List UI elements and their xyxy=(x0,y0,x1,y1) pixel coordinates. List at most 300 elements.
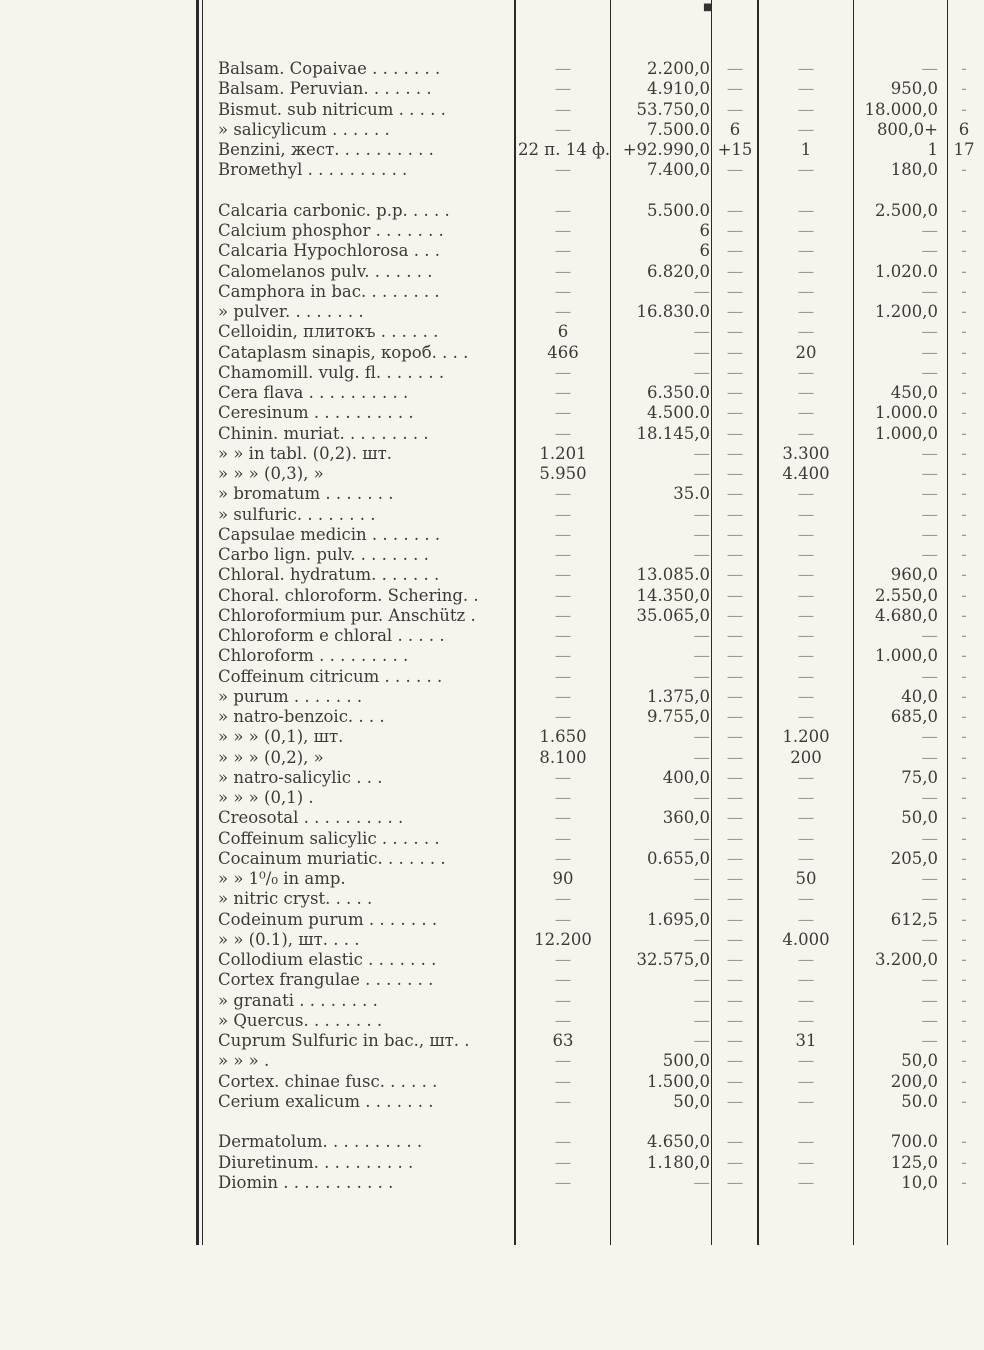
row-name: Cortex frangulae . . . . . . . xyxy=(218,970,434,990)
qty-1: — xyxy=(554,1091,572,1111)
qty-5: — xyxy=(921,241,938,261)
qty-2: — xyxy=(693,524,710,544)
qty-4: 3.300 xyxy=(782,443,830,463)
table-row xyxy=(0,100,971,120)
qty-5: 1 xyxy=(927,140,938,159)
qty-3: — xyxy=(726,848,744,868)
qty-5: — xyxy=(921,362,938,382)
qty-5: 1.200,0 xyxy=(875,302,938,321)
qty-2: 35.065,0 xyxy=(636,605,710,625)
qty-3: — xyxy=(726,1071,744,1091)
qty-1: — xyxy=(554,909,572,929)
qty-3: — xyxy=(726,808,744,828)
qty-5: 950,0 xyxy=(890,79,938,99)
row-name: Diomin . . . . . . . . . . . xyxy=(218,1172,394,1192)
qty-5: 4.680,0 xyxy=(875,605,938,625)
row-name: » » in tabl. (0,2). шт. xyxy=(218,443,392,463)
qty-4: — xyxy=(797,909,815,929)
table-row xyxy=(0,484,971,504)
qty-3: — xyxy=(726,666,744,686)
qty-5: — xyxy=(921,1010,938,1030)
row-name: Cataplasm sinapis, короб. . . . xyxy=(218,342,469,362)
qty-3: — xyxy=(726,423,744,443)
row-name: » granati . . . . . . . . xyxy=(218,990,378,1010)
qty-2: — xyxy=(693,869,710,888)
qty-4: — xyxy=(797,1172,815,1192)
qty-6: - xyxy=(961,504,967,524)
row-name: Chinin. muriat. . . . . . . . . xyxy=(218,423,429,443)
qty-5: — xyxy=(921,828,938,848)
qty-3: — xyxy=(726,747,744,767)
qty-2: 32.575,0 xyxy=(636,950,710,969)
qty-1: — xyxy=(554,79,572,99)
qty-2: 500,0 xyxy=(662,1051,710,1071)
qty-3: — xyxy=(726,524,744,544)
qty-2: — xyxy=(693,626,710,645)
qty-5: 1.000,0 xyxy=(875,646,938,666)
qty-5: — xyxy=(921,524,938,544)
row-name: Calcium phosphor . . . . . . . xyxy=(218,221,444,240)
qty-3: — xyxy=(726,59,744,78)
qty-4: — xyxy=(797,484,815,504)
qty-6: - xyxy=(961,484,967,504)
table-row xyxy=(0,586,971,606)
qty-3: — xyxy=(726,383,744,402)
row-name: Chloral. hydratum. . . . . . . xyxy=(218,565,440,585)
qty-2: 7.400,0 xyxy=(647,160,710,180)
row-name: » pulver. . . . . . . . xyxy=(218,302,364,321)
qty-6: - xyxy=(961,626,967,645)
table-row xyxy=(0,363,971,383)
qty-2: 1.500,0 xyxy=(647,1071,710,1091)
qty-6: - xyxy=(961,302,967,321)
qty-4: — xyxy=(797,200,815,220)
row-name: Chloroform . . . . . . . . . xyxy=(218,646,409,666)
table-row xyxy=(0,970,971,990)
row-name: » » » (0,2), » xyxy=(218,747,324,767)
qty-4: 50 xyxy=(795,869,817,888)
qty-4: — xyxy=(797,990,815,1010)
table-row xyxy=(0,221,971,241)
qty-3: — xyxy=(726,889,744,909)
qty-4: — xyxy=(797,950,815,969)
table-row xyxy=(0,1112,971,1132)
qty-4: — xyxy=(797,605,815,625)
table-row xyxy=(0,424,971,444)
qty-3: — xyxy=(726,1051,744,1071)
qty-5: 125,0 xyxy=(890,1152,938,1172)
qty-1: — xyxy=(554,1010,572,1030)
qty-5: 50,0 xyxy=(901,808,938,828)
qty-5: — xyxy=(921,464,938,483)
qty-5: 3.200,0 xyxy=(875,950,938,969)
qty-5: 1.000.0 xyxy=(875,403,938,423)
qty-4: — xyxy=(797,59,815,78)
qty-2: 35.0 xyxy=(673,484,710,504)
table-row xyxy=(0,1051,971,1071)
qty-6: - xyxy=(961,727,967,747)
qty-1: — xyxy=(554,59,572,78)
qty-6: - xyxy=(961,666,967,686)
qty-6: - xyxy=(961,1091,967,1111)
qty-1: — xyxy=(554,808,572,828)
qty-1: 63 xyxy=(552,1031,574,1050)
qty-2: 18.145,0 xyxy=(636,423,710,443)
qty-2: 53.750,0 xyxy=(636,99,710,119)
qty-1: — xyxy=(554,565,572,585)
row-name: Chamomill. vulg. fl. . . . . . . xyxy=(218,362,445,382)
row-name: Codeinum purum . . . . . . . xyxy=(218,909,438,929)
qty-5: — xyxy=(921,1031,938,1050)
qty-2: 6.350.0 xyxy=(647,383,710,402)
qty-5: — xyxy=(921,727,938,747)
qty-1: — xyxy=(554,1051,572,1071)
qty-3: +15 xyxy=(717,140,753,159)
qty-5: — xyxy=(921,281,938,301)
qty-1: — xyxy=(554,767,572,787)
table-row xyxy=(0,79,971,99)
qty-4: 20 xyxy=(795,342,817,362)
table-row xyxy=(0,1031,971,1051)
row-name: Celloidin, плитокъ . . . . . . xyxy=(218,322,439,342)
qty-5: — xyxy=(921,221,938,240)
qty-1: — xyxy=(554,646,572,666)
qty-6: - xyxy=(961,241,967,261)
qty-6: - xyxy=(961,1031,967,1050)
qty-1: — xyxy=(554,281,572,301)
qty-2: 50,0 xyxy=(673,1091,710,1111)
qty-6: - xyxy=(961,443,967,463)
table-row xyxy=(0,403,971,423)
qty-4: — xyxy=(797,423,815,443)
qty-2: — xyxy=(693,970,710,990)
row-name: Coffeinum salicylic . . . . . . xyxy=(218,828,440,848)
qty-5: 2.500,0 xyxy=(875,200,938,220)
qty-2: — xyxy=(693,788,710,807)
table-row xyxy=(0,464,971,484)
qty-6: - xyxy=(961,747,967,767)
table-row xyxy=(0,545,971,565)
qty-4: — xyxy=(797,828,815,848)
qty-4: — xyxy=(797,119,815,139)
qty-2: — xyxy=(693,1172,710,1192)
qty-3: — xyxy=(726,342,744,362)
qty-1: — xyxy=(554,686,572,706)
qty-2: — xyxy=(693,747,710,767)
qty-2: 4.910,0 xyxy=(647,79,710,99)
qty-3: — xyxy=(726,1152,744,1172)
table-row xyxy=(0,910,971,930)
row-name: Coffeinum citricum . . . . . . xyxy=(218,666,443,686)
qty-4: — xyxy=(797,281,815,301)
row-name: Collodium elastic . . . . . . . xyxy=(218,950,437,969)
qty-1: 8.100 xyxy=(539,747,587,767)
table-row xyxy=(0,444,971,464)
table-row xyxy=(0,160,971,180)
qty-4: — xyxy=(797,79,815,99)
qty-3: — xyxy=(726,545,744,564)
qty-2: — xyxy=(693,646,710,666)
qty-2: — xyxy=(693,990,710,1010)
qty-1: — xyxy=(554,221,572,240)
table-row xyxy=(0,829,971,849)
row-name: Cortex. chinae fusc. . . . . . xyxy=(218,1071,438,1091)
qty-6: - xyxy=(961,788,967,807)
qty-3: — xyxy=(726,707,744,726)
qty-1: 6 xyxy=(557,322,569,342)
row-name: Cuprum Sulfuric in bac., шт. . xyxy=(218,1031,470,1050)
qty-1: 22 п. 14 ф. xyxy=(518,140,611,159)
qty-5: — xyxy=(921,929,938,949)
qty-3: — xyxy=(726,565,744,585)
qty-6: - xyxy=(961,808,967,828)
qty-5: 685,0 xyxy=(890,707,938,726)
qty-6: - xyxy=(961,383,967,402)
qty-3: — xyxy=(726,1091,744,1111)
qty-6: - xyxy=(961,950,967,969)
qty-4: — xyxy=(797,403,815,423)
qty-1: — xyxy=(554,504,572,524)
qty-4: — xyxy=(797,646,815,666)
qty-6: - xyxy=(961,767,967,787)
qty-6: - xyxy=(961,59,967,78)
qty-5: 450,0 xyxy=(890,383,938,402)
qty-6: - xyxy=(961,686,967,706)
qty-3: — xyxy=(726,727,744,747)
row-name: Chloroform e chloral . . . . . xyxy=(218,626,445,645)
table-row xyxy=(0,302,971,322)
qty-2: 360,0 xyxy=(662,808,710,828)
row-name: » » » (0,1), шт. xyxy=(218,727,344,747)
qty-4: — xyxy=(797,970,815,990)
qty-2: — xyxy=(693,666,710,686)
qty-6: - xyxy=(961,342,967,362)
qty-4: — xyxy=(797,889,815,909)
qty-1: 1.650 xyxy=(539,727,587,747)
qty-3: — xyxy=(726,403,744,423)
qty-4: 200 xyxy=(790,747,822,767)
table-row xyxy=(0,525,971,545)
qty-6: - xyxy=(961,1152,967,1172)
qty-4: — xyxy=(797,686,815,706)
table-row xyxy=(0,889,971,909)
qty-2: — xyxy=(693,727,710,747)
table-row xyxy=(0,606,971,626)
qty-5: — xyxy=(921,443,938,463)
qty-2: 13.085.0 xyxy=(636,565,710,585)
qty-4: — xyxy=(797,585,815,605)
qty-6: - xyxy=(961,646,967,666)
qty-3: — xyxy=(726,1031,744,1050)
qty-6: - xyxy=(961,869,967,888)
qty-2: — xyxy=(693,545,710,564)
qty-4: — xyxy=(797,767,815,787)
qty-5: 2.550,0 xyxy=(875,585,938,605)
qty-5: 1.000,0 xyxy=(875,423,938,443)
qty-2: 7.500.0 xyxy=(647,119,710,139)
row-name: » salicylicum . . . . . . xyxy=(218,119,390,139)
table-row xyxy=(0,262,971,282)
qty-1: — xyxy=(554,848,572,868)
table-row xyxy=(0,1072,971,1092)
row-name: Dermatolum. . . . . . . . . . xyxy=(218,1132,423,1152)
qty-5: — xyxy=(921,545,938,564)
row-name: » Quercus. . . . . . . . xyxy=(218,1010,383,1030)
qty-6: - xyxy=(961,1071,967,1091)
qty-3: — xyxy=(726,626,744,645)
row-name: » purum . . . . . . . xyxy=(218,686,363,706)
qty-3: — xyxy=(726,322,744,342)
qty-3: — xyxy=(726,686,744,706)
row-name: » natro-benzoic. . . . xyxy=(218,707,385,726)
qty-3: — xyxy=(726,1010,744,1030)
qty-1: 90 xyxy=(552,869,574,888)
qty-4: — xyxy=(797,707,815,726)
qty-4: 31 xyxy=(795,1031,817,1050)
qty-1: — xyxy=(554,362,572,382)
row-name: Calomelanos pulv. . . . . . . xyxy=(218,261,433,281)
qty-2: 6 xyxy=(699,221,710,240)
qty-3: — xyxy=(726,909,744,929)
qty-1: — xyxy=(554,1132,572,1152)
qty-3: — xyxy=(726,484,744,504)
row-name: Calcaria carbonic. p.p. . . . . xyxy=(218,200,450,220)
qty-6: - xyxy=(961,707,967,726)
qty-4: — xyxy=(797,565,815,585)
qty-4: — xyxy=(797,160,815,180)
qty-2: 16.830.0 xyxy=(636,302,710,321)
row-name: Diuretinum. . . . . . . . . . xyxy=(218,1152,414,1172)
row-name: Capsulae medicin . . . . . . . xyxy=(218,524,441,544)
qty-5: — xyxy=(921,889,938,909)
qty-6: - xyxy=(961,281,967,301)
qty-6: 17 xyxy=(953,140,975,159)
qty-4: — xyxy=(797,504,815,524)
qty-5: — xyxy=(921,788,938,807)
qty-1: — xyxy=(554,302,572,321)
row-name: Cocainum muriatic. . . . . . . xyxy=(218,848,446,868)
row-name: Cera flava . . . . . . . . . . xyxy=(218,383,409,402)
table-row xyxy=(0,1173,971,1193)
qty-1: — xyxy=(554,1172,572,1192)
qty-1: — xyxy=(554,666,572,686)
qty-4: — xyxy=(797,524,815,544)
qty-1: — xyxy=(554,1071,572,1091)
qty-4: — xyxy=(797,362,815,382)
table-row xyxy=(0,626,971,646)
row-name: » » 1⁰/₀ in amp. xyxy=(218,869,346,888)
qty-1: — xyxy=(554,585,572,605)
qty-1: 1.201 xyxy=(539,443,587,463)
qty-5: — xyxy=(921,970,938,990)
qty-5: 50.0 xyxy=(901,1091,938,1111)
qty-4: — xyxy=(797,221,815,240)
table-row xyxy=(0,383,971,403)
qty-5: 1.020.0 xyxy=(875,261,938,281)
qty-5: — xyxy=(921,484,938,504)
table-row xyxy=(0,788,971,808)
qty-3: — xyxy=(726,99,744,119)
table-row xyxy=(0,748,971,768)
qty-4: 1.200 xyxy=(782,727,830,747)
qty-4: — xyxy=(797,788,815,807)
qty-4: — xyxy=(797,848,815,868)
qty-2: — xyxy=(693,464,710,483)
qty-4: — xyxy=(797,1132,815,1152)
table-row xyxy=(0,707,971,727)
qty-6: - xyxy=(961,970,967,990)
qty-4: 1 xyxy=(800,140,812,159)
table-row xyxy=(0,1092,971,1112)
qty-2: — xyxy=(693,889,710,909)
qty-6: - xyxy=(961,362,967,382)
qty-2: 1.695,0 xyxy=(647,909,710,929)
qty-5: — xyxy=(921,59,938,78)
qty-2: 1.180,0 xyxy=(647,1152,710,1172)
qty-6: - xyxy=(961,565,967,585)
qty-4: — xyxy=(797,302,815,321)
table-row xyxy=(0,241,971,261)
qty-1: — xyxy=(554,788,572,807)
qty-5: — xyxy=(921,869,938,888)
qty-5: 75,0 xyxy=(901,767,938,787)
qty-5: — xyxy=(921,626,938,645)
qty-6: - xyxy=(961,545,967,564)
row-name: » nitric cryst. . . . . xyxy=(218,889,373,909)
qty-4: — xyxy=(797,99,815,119)
row-name: Ceresinum . . . . . . . . . . xyxy=(218,403,414,423)
qty-6: - xyxy=(961,605,967,625)
table-row xyxy=(0,322,971,342)
qty-3: — xyxy=(726,241,744,261)
qty-2: — xyxy=(693,929,710,949)
qty-4: — xyxy=(797,1051,815,1071)
qty-1: — xyxy=(554,970,572,990)
qty-1: — xyxy=(554,889,572,909)
qty-6: - xyxy=(961,585,967,605)
row-name: Balsam. Copaivae . . . . . . . xyxy=(218,59,441,78)
qty-1: — xyxy=(554,423,572,443)
qty-2: — xyxy=(693,1031,710,1050)
table-row xyxy=(0,768,971,788)
table-row xyxy=(0,646,971,666)
qty-4: — xyxy=(797,666,815,686)
qty-6: - xyxy=(961,990,967,1010)
qty-2: 4.500.0 xyxy=(647,403,710,423)
table-row xyxy=(0,181,971,201)
qty-1: — xyxy=(554,200,572,220)
qty-4: — xyxy=(797,808,815,828)
qty-2: 1.375,0 xyxy=(647,686,710,706)
table-row xyxy=(0,201,971,221)
qty-3: 6 xyxy=(729,119,741,139)
qty-2: 0.655,0 xyxy=(647,848,710,868)
row-name: » » (0.1), шт. . . . xyxy=(218,929,360,949)
qty-5: 700.0 xyxy=(890,1132,938,1152)
qty-2: — xyxy=(693,342,710,362)
qty-5: — xyxy=(921,990,938,1010)
qty-1: — xyxy=(554,828,572,848)
qty-6: - xyxy=(961,221,967,240)
qty-3: — xyxy=(726,767,744,787)
row-name: Bismut. sub nitricum . . . . . xyxy=(218,99,446,119)
qty-1: — xyxy=(554,403,572,423)
qty-4: — xyxy=(797,261,815,281)
row-name: » bromatum . . . . . . . xyxy=(218,484,394,504)
qty-5: 10,0 xyxy=(901,1172,938,1192)
row-name: Cerium exalicum . . . . . . . xyxy=(218,1091,434,1111)
qty-2: — xyxy=(693,362,710,382)
